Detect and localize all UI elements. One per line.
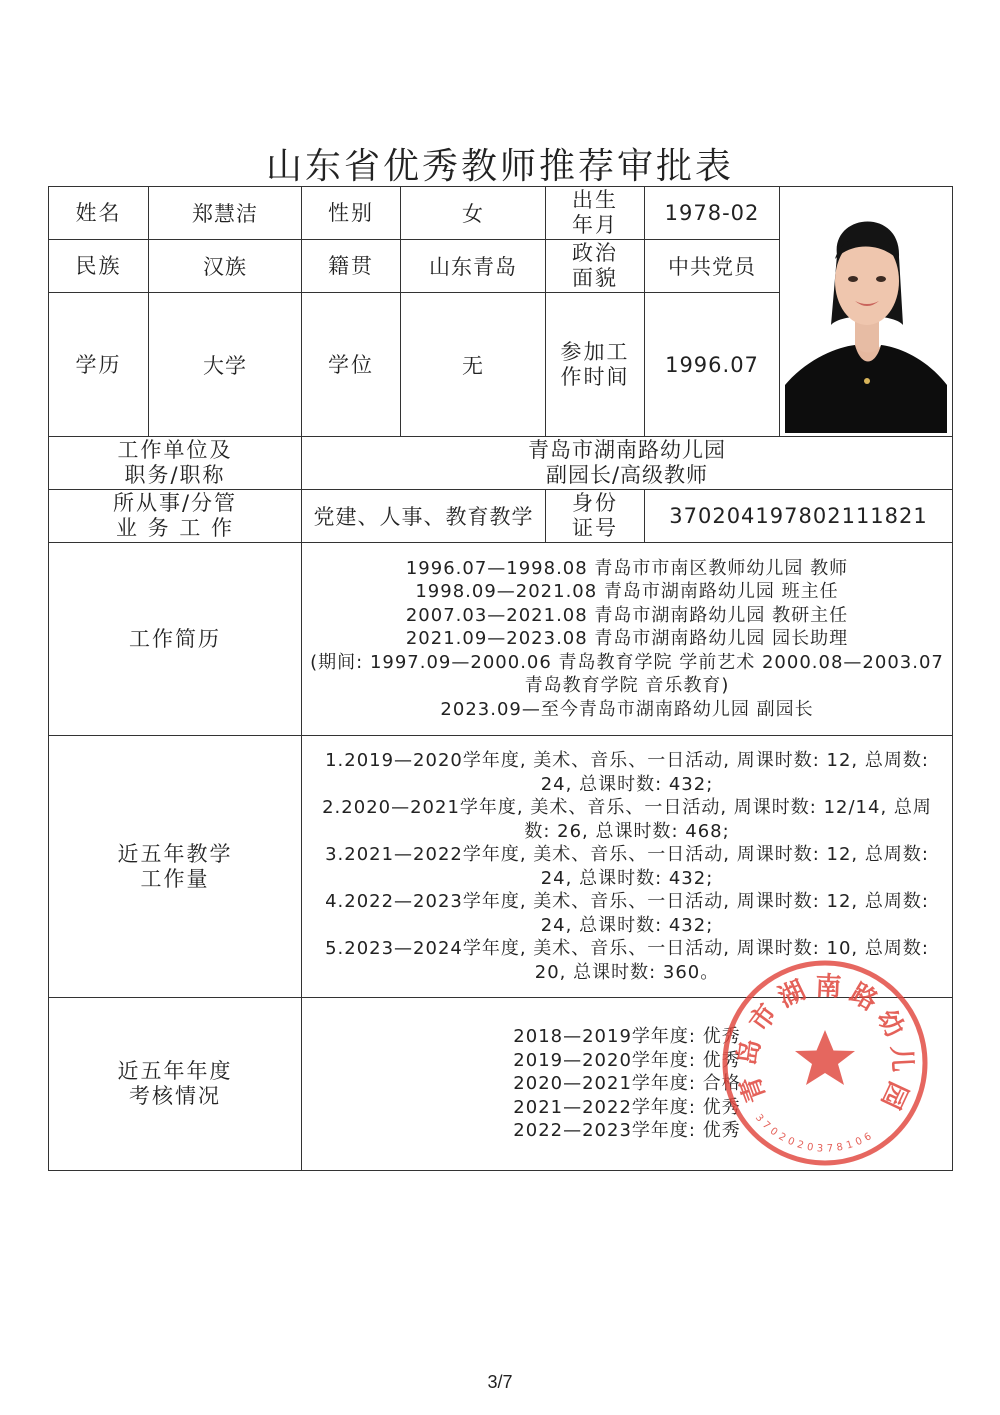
form-title: 山东省优秀教师推荐审批表 — [265, 146, 734, 187]
workload-line: 20, 总课时数: 360。 — [534, 961, 720, 983]
assessment-line: 2020—2021学年度: 合格 — [513, 1073, 741, 1095]
assessment-label-line2: 考核情况 — [129, 1084, 221, 1108]
workload-line: 4.2022—2023学年度, 美术、音乐、一日活动, 周课时数: 12, 总周数: — [325, 891, 929, 912]
workload-line: 24, 总课时数: 432; — [540, 867, 714, 889]
degree-label: 学位 — [302, 293, 401, 437]
employer-line2: 副园长/高级教师 — [545, 463, 709, 487]
id-label-line1: 身份 — [572, 491, 618, 515]
seal-number-char: 8 — [835, 1141, 844, 1154]
employer-label-line2: 职务/职称 — [124, 463, 226, 487]
resume-line: 2007.03—2021.08 青岛市湖南路幼儿园 教研主任 — [405, 604, 849, 626]
gender-label: 性别 — [302, 187, 401, 240]
resume-line: 2023.09—至今青岛市湖南路幼儿园 副园长 — [440, 698, 814, 720]
workload-line: 24, 总课时数: 432; — [540, 914, 714, 936]
education-label: 学历 — [49, 293, 149, 437]
degree-value: 无 — [401, 293, 546, 437]
seal-number-char: 0 — [767, 1125, 780, 1139]
seal-number-char: 6 — [862, 1131, 874, 1144]
name-value: 郑慧洁 — [149, 187, 302, 240]
workload-line: 3.2021—2022学年度, 美术、音乐、一日活动, 周课时数: 12, 总周数: — [325, 844, 929, 865]
resume-line: 1998.09—2021.08 青岛市湖南路幼儿园 班主任 — [415, 581, 839, 603]
birth-label-line1: 出生 — [572, 188, 618, 212]
id-number-value: 370204197802111821 — [645, 490, 953, 543]
seal-number-char: 7 — [759, 1119, 773, 1132]
political-label — [546, 240, 645, 293]
birth-label-line2: 年月 — [572, 213, 618, 237]
work-start-label-line1: 参加工 — [560, 339, 630, 364]
seal-char: 青 — [735, 1071, 773, 1107]
resume-line: (期间: 1997.09—2000.06 青岛教育学院 学前艺术 2000.08—2003.07 — [310, 651, 944, 673]
id-label — [546, 490, 645, 543]
seal-char: 儿 — [885, 1045, 917, 1073]
resume-line: 2021.09—2023.08 青岛市湖南路幼儿园 园长助理 — [405, 628, 849, 650]
seal-number-char: 0 — [806, 1141, 815, 1154]
seal-number-char: 3 — [752, 1112, 766, 1125]
workload-line: 5.2023—2024学年度, 美术、音乐、一日活动, 周课时数: 10, 总周数: — [325, 938, 929, 959]
assessment-line: 2019—2020学年度: 优秀 — [513, 1049, 741, 1071]
assessment-line: 2022—2023学年度: 优秀 — [513, 1120, 741, 1142]
assessment-label-line1: 近五年年度 — [117, 1059, 233, 1083]
workload-line: 2.2020—2021学年度, 美术、音乐、一日活动, 周课时数: 12/14, 总周 — [322, 797, 932, 818]
native-place-label: 籍贯 — [302, 240, 401, 293]
id-label-line2: 证号 — [572, 516, 618, 540]
assessment-content — [302, 998, 953, 1171]
seal-char: 岛 — [733, 1037, 767, 1068]
seal-char: 湖 — [773, 975, 811, 1014]
workload-line: 1.2019—2020学年度, 美术、音乐、一日活动, 周课时数: 12, 总周数: — [325, 750, 929, 771]
duty-label-line1: 所从事/分管 — [112, 491, 238, 515]
ethnicity-label: 民族 — [49, 240, 149, 293]
seal-number-char: 7 — [826, 1143, 834, 1155]
page-number: 3/7 — [487, 1372, 513, 1392]
work-start-label — [546, 293, 645, 437]
seal-char: 市 — [743, 998, 784, 1038]
resume-label: 工作简历 — [49, 543, 302, 736]
resume-content — [302, 543, 953, 736]
seal-char: 幼 — [870, 1004, 910, 1043]
assessment-label — [49, 998, 302, 1171]
workload-content — [302, 736, 953, 998]
birth-label — [546, 187, 645, 240]
duty-value: 党建、人事、教育教学 — [302, 490, 546, 543]
recommendation-form — [48, 186, 953, 1171]
assessment-line: 2021—2022学年度: 优秀 — [513, 1096, 741, 1118]
political-label-line2: 面貌 — [572, 266, 618, 290]
ethnicity-value: 汉族 — [149, 240, 302, 293]
gender-value: 女 — [401, 187, 546, 240]
education-value: 大学 — [149, 293, 302, 437]
photo-cell — [780, 187, 953, 437]
seal-char: 路 — [844, 978, 883, 1018]
birth-value: 1978-02 — [645, 187, 780, 240]
seal-char: 南 — [814, 971, 842, 1003]
seal-number-char: 0 — [853, 1135, 865, 1149]
assessment-line: 2018—2019学年度: 优秀 — [513, 1026, 741, 1048]
seal-number-char: 3 — [816, 1143, 824, 1155]
seal-char: 园 — [874, 1076, 913, 1114]
workload-line: 24, 总课时数: 432; — [540, 773, 714, 795]
seal-number-char: 2 — [776, 1131, 788, 1144]
workload-label-line2: 工作量 — [140, 866, 210, 891]
seal-number-char: 0 — [785, 1135, 797, 1149]
portrait-photo — [785, 195, 947, 433]
political-value: 中共党员 — [645, 240, 780, 293]
employer-label-line1: 工作单位及 — [117, 438, 233, 462]
work-start-label-line2: 作时间 — [560, 364, 630, 389]
seal-number-char: 2 — [795, 1139, 805, 1152]
resume-line: 青岛教育学院 音乐教育) — [524, 675, 730, 697]
political-label-line1: 政治 — [572, 241, 618, 265]
duty-label — [49, 490, 302, 543]
native-place-value: 山东青岛 — [401, 240, 546, 293]
resume-line: 1996.07—1998.08 青岛市市南区教师幼儿园 教师 — [405, 557, 849, 579]
employer-value — [302, 437, 953, 490]
workload-label — [49, 736, 302, 998]
seal-number-char: 1 — [845, 1139, 855, 1152]
name-label: 姓名 — [49, 187, 149, 240]
workload-label-line1: 近五年教学 — [117, 841, 233, 866]
employer-label — [49, 437, 302, 490]
work-start-value: 1996.07 — [645, 293, 780, 437]
employer-line1: 青岛市湖南路幼儿园 — [528, 438, 726, 462]
duty-label-line2: 业 务 工 作 — [115, 516, 235, 540]
workload-line: 数: 26, 总课时数: 468; — [524, 820, 730, 842]
